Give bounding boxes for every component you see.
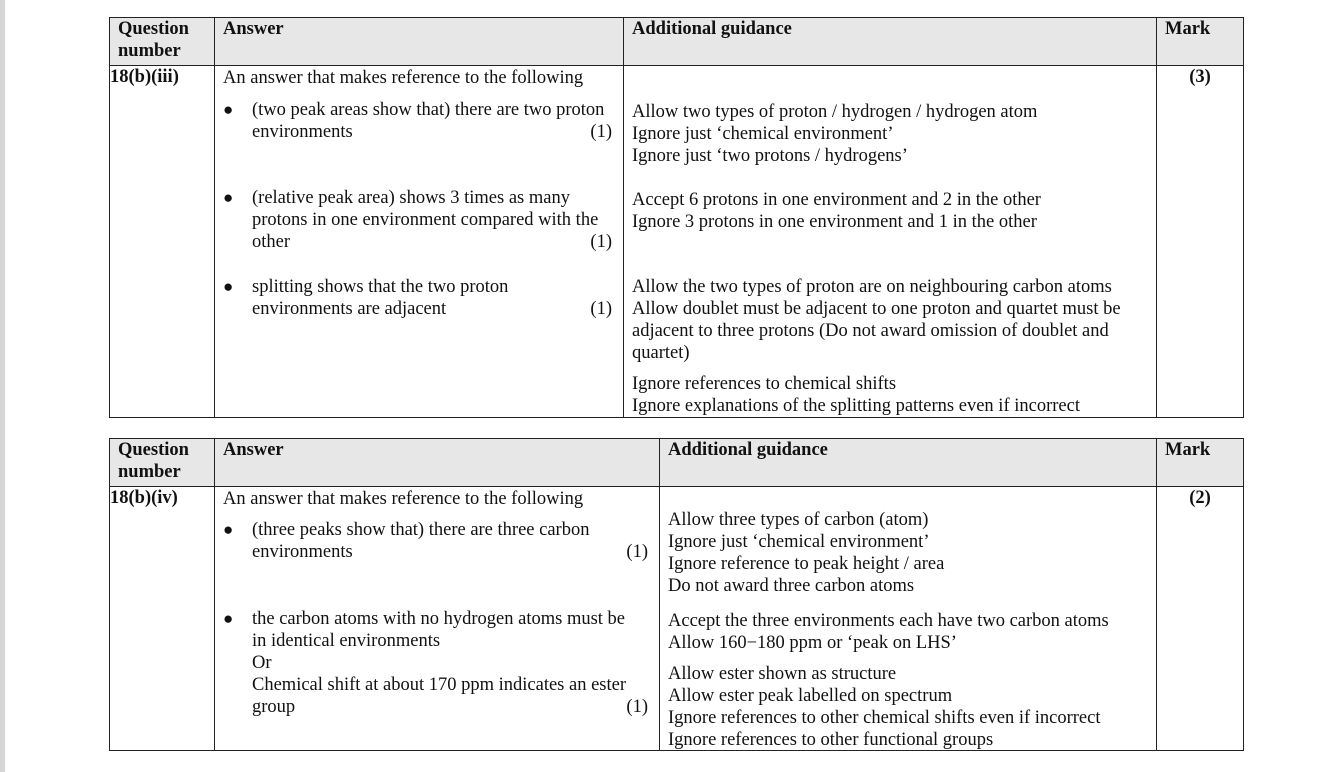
answer-intro: An answer that makes reference to the following	[223, 489, 584, 509]
point-mark: (1)	[590, 299, 612, 319]
point-mark: (1)	[590, 232, 612, 252]
page-edge	[0, 0, 5, 772]
bullet-icon: ●	[223, 520, 234, 539]
header-answer: Answer	[215, 439, 660, 487]
answer-point: splitting shows that the two proton environments are adjacent	[252, 277, 509, 319]
header-question-number: Question number	[110, 18, 215, 66]
bullet-icon: ●	[223, 100, 234, 119]
answer-cell	[215, 487, 660, 751]
answer-point: (three peaks show that) there are three carbon environments	[252, 520, 590, 562]
answer-point: the carbon atoms with no hydrogen atoms must be in identical environments Or Chemical shift at about 170 ppm indicates an ester group	[252, 609, 627, 717]
point-mark: (1)	[626, 542, 648, 562]
header-mark: Mark	[1157, 439, 1244, 487]
mark-scheme-table-1	[109, 17, 1244, 418]
total-mark: (3)	[1157, 66, 1244, 418]
bullet-icon: ●	[223, 277, 234, 296]
guidance-block: Allow three types of carbon (atom) Ignore just ‘chemical environment’ Ignore reference to peak height / area Do not award three carbon atoms	[668, 510, 945, 596]
header-answer: Answer	[215, 18, 624, 66]
answer-point: (two peak areas show that) there are two proton environments	[252, 100, 605, 142]
point-mark: (1)	[626, 697, 648, 717]
guidance-block: Ignore references to chemical shifts Ignore explanations of the splitting patterns even if incorrect	[632, 374, 1080, 416]
bullet-icon: ●	[223, 609, 234, 628]
header-guidance: Additional guidance	[660, 439, 1157, 487]
answer-point: (relative peak area) shows 3 times as many protons in one environment compared with the other	[252, 188, 599, 252]
guidance-block: Accept 6 protons in one environment and 2 in the other Ignore 3 protons in one environment and 1 in the other	[632, 190, 1041, 232]
answer-intro: An answer that makes reference to the following	[223, 68, 584, 88]
mark-scheme-table-2	[109, 438, 1244, 751]
total-mark: (2)	[1157, 487, 1244, 751]
guidance-cell	[624, 66, 1157, 418]
point-mark: (1)	[590, 122, 612, 142]
guidance-block: Allow the two types of proton are on neighbouring carbon atoms Allow doublet must be adjacent to one proton and quartet must be adjacent to three protons (Do not award omission of doublet and quartet)	[632, 277, 1121, 363]
header-guidance: Additional guidance	[624, 18, 1157, 66]
bullet-icon: ●	[223, 188, 234, 207]
guidance-block: Allow two types of proton / hydrogen / hydrogen atom Ignore just ‘chemical environment’ Ignore just ‘two protons / hydrogens’	[632, 102, 1038, 166]
guidance-block: Allow ester shown as structure Allow ester peak labelled on spectrum Ignore references to other chemical shifts even if incorrect Ignore references to other functional groups	[668, 664, 1101, 750]
header-question-number: Question number	[110, 439, 215, 487]
guidance-cell	[660, 487, 1157, 751]
header-mark: Mark	[1157, 18, 1244, 66]
guidance-block: Accept the three environments each have two carbon atoms Allow 160−180 ppm or ‘peak on LHS’	[668, 611, 1109, 653]
question-number: 18(b)(iv)	[110, 487, 215, 751]
answer-cell	[215, 66, 624, 418]
question-number: 18(b)(iii)	[110, 66, 215, 418]
